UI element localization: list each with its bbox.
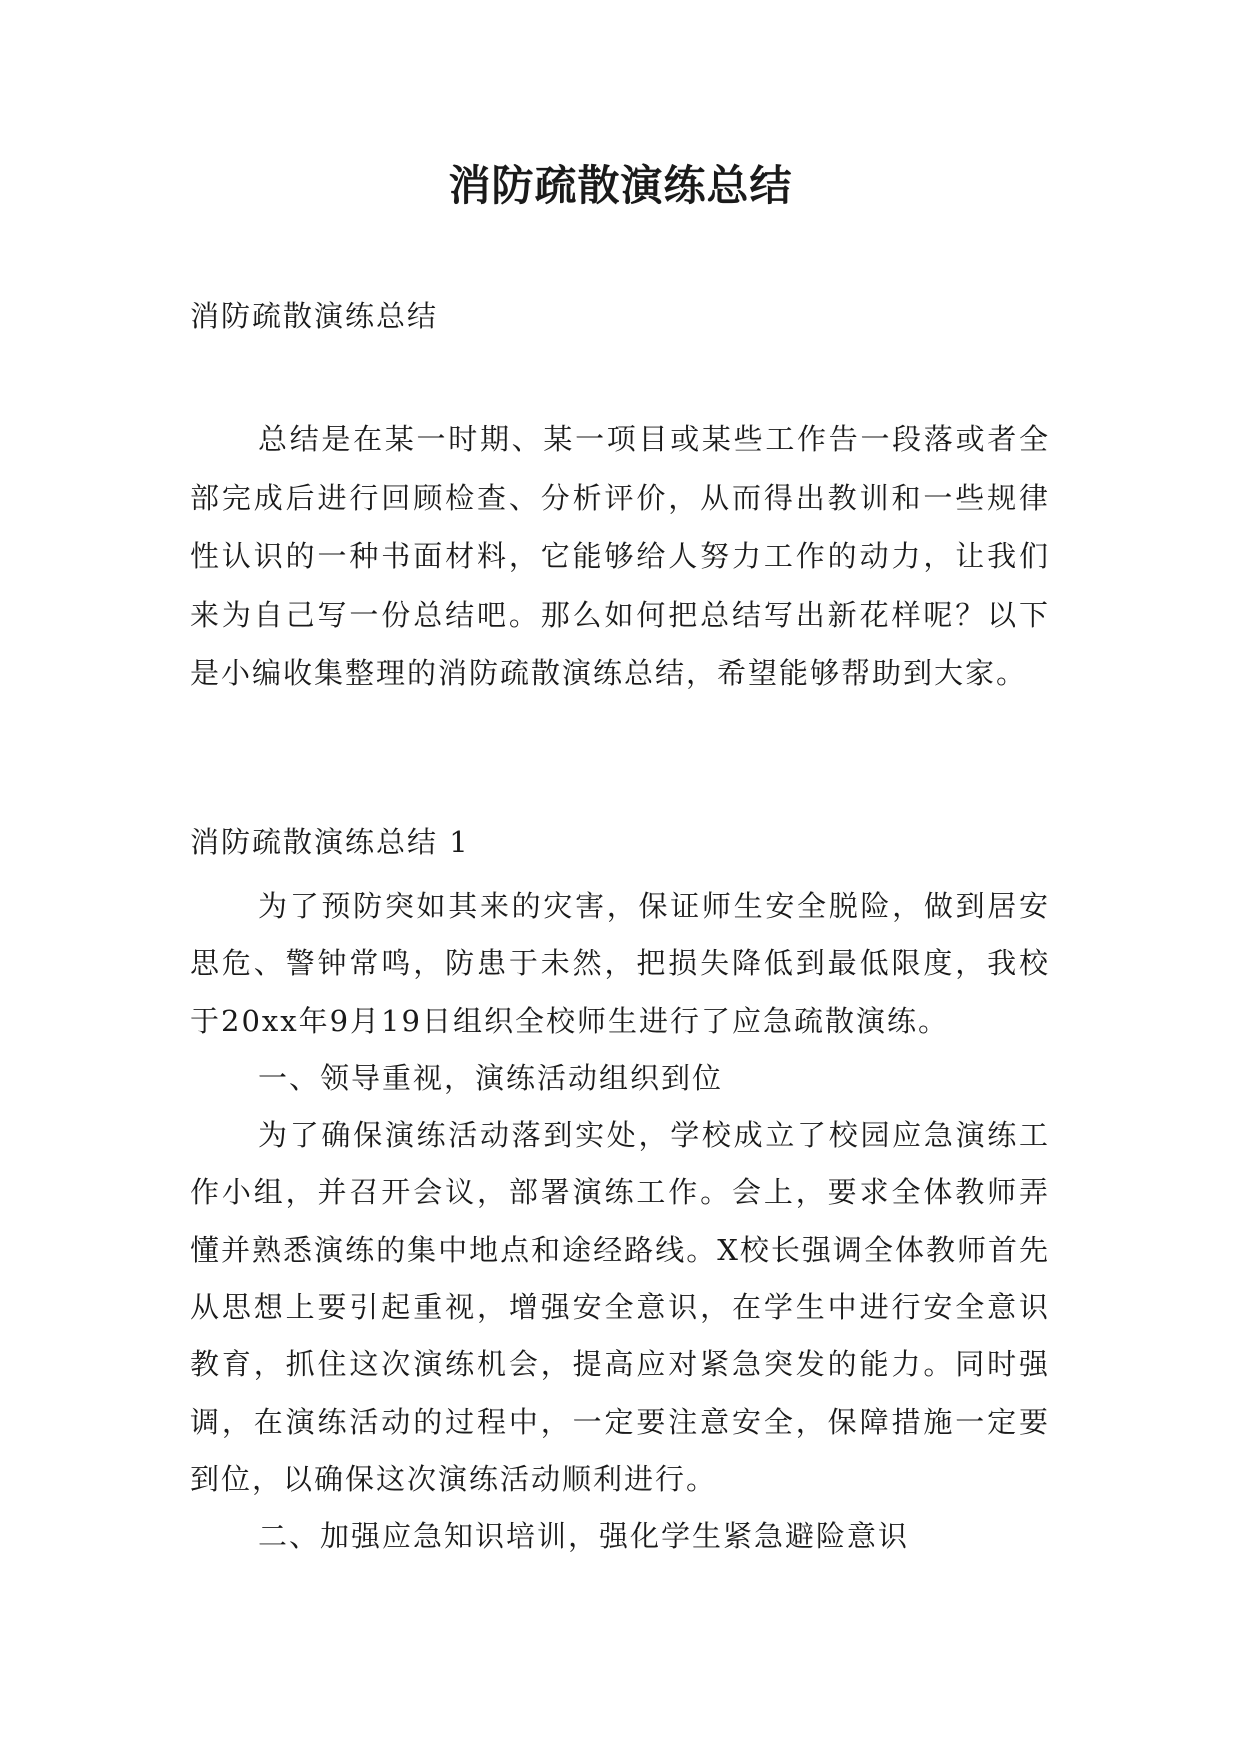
body-paragraph: 为了确保演练活动落到实处，学校成立了校园应急演练工作小组，并召开会议，部署演练工作。会上，要求全体教师弄懂并熟悉演练的集中地点和途经路线。X校长强调全体教师首先从思想上要引起重视，增强安全意识，在学生中进行安全意识教育，抓住这次演练机会，提高应对紧急突发的能力。同时强调，在演练活动的过程中，一定要注意安全，保障措施一定要到位，以确保这次演练活动顺利进行。 bbox=[190, 1118, 1050, 1496]
intro-paragraph: 总结是在某一时期、某一项目或某些工作告一段落或者全部完成后进行回顾检查、分析评价，从而得出教训和一些规律性认识的一种书面材料，它能够给人努力工作的动力，让我们来为自己写一份总结吧。那么如何把总结写出新花样呢？以下是小编收集整理的消防疏散演练总结，希望能够帮助到大家。 bbox=[190, 422, 1050, 690]
subheading-leadership: 一、领导重视，演练活动组织到位 bbox=[258, 1060, 724, 1095]
subheading-training: 二、加强应急知识培训，强化学生紧急避险意识 bbox=[258, 1519, 910, 1554]
body-paragraph: 为了预防突如其来的灾害，保证师生安全脱险，做到居安思危、警钟常鸣，防患于未然，把损失降低到最低限度，我校于20xx年9月19日组织全校师生进行了应急疏散演练。 bbox=[190, 889, 1050, 1038]
document-subtitle: 消防疏散演练总结 bbox=[190, 299, 439, 333]
document-title: 消防疏散演练总结 bbox=[448, 161, 793, 210]
section-heading: 消防疏散演练总结 1 bbox=[190, 825, 470, 859]
section-body bbox=[190, 878, 1050, 1566]
